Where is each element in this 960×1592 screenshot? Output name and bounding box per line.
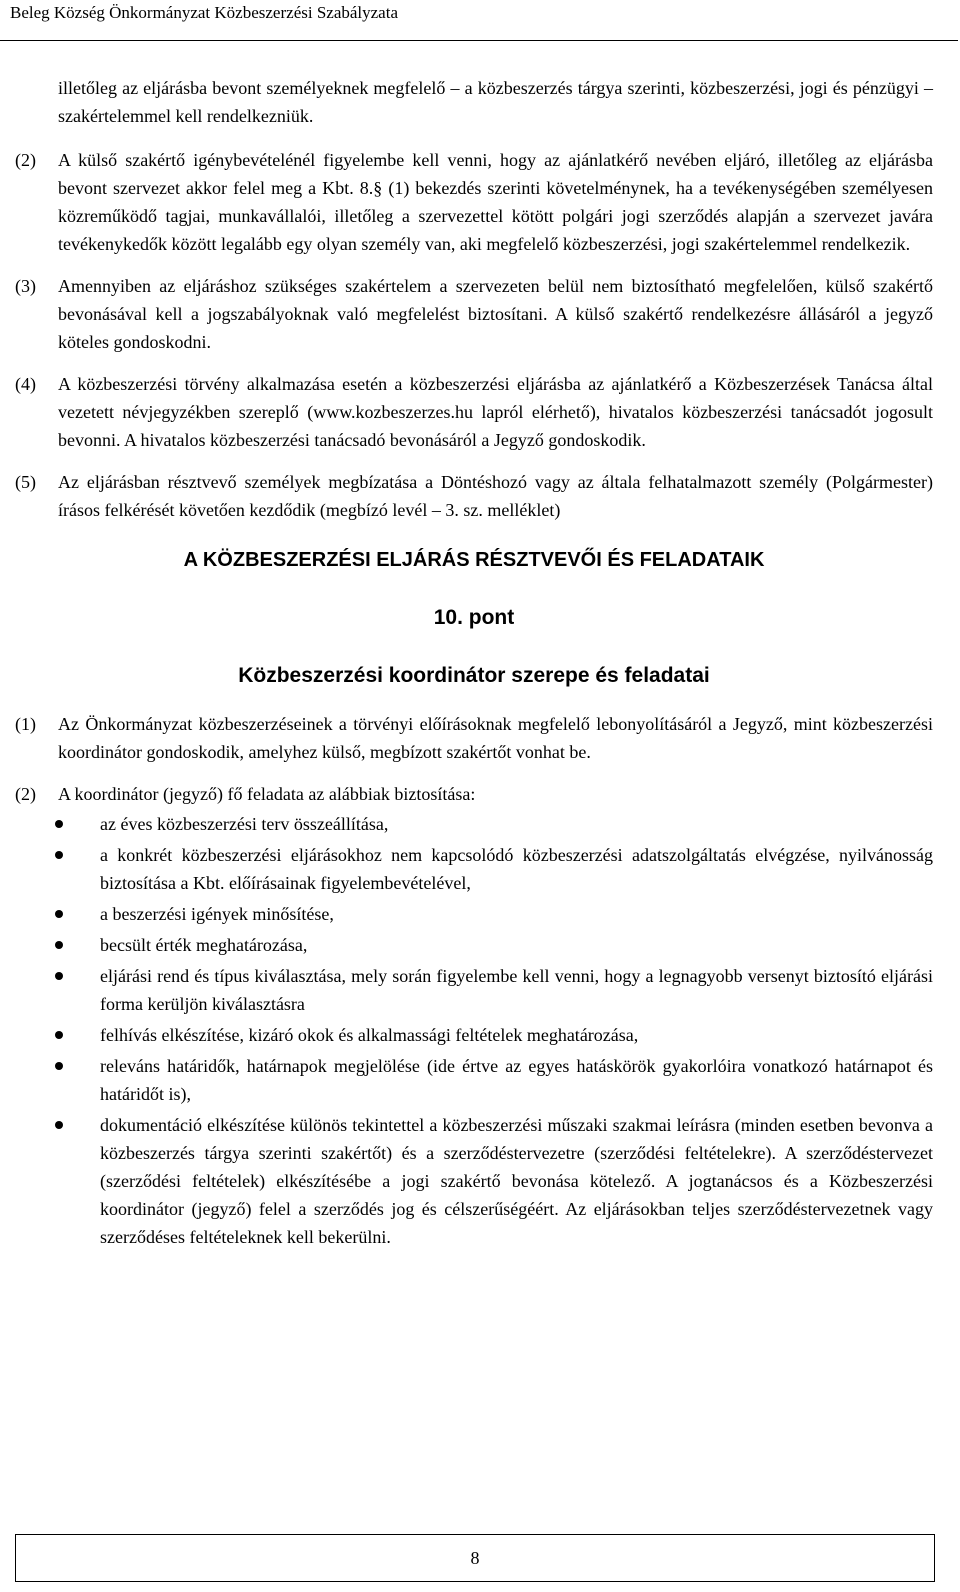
section-heading: Közbeszerzési koordinátor szerepe és feladatai <box>238 664 710 687</box>
paragraph-number: (2) <box>15 784 36 804</box>
list-item-text: becsült érték meghatározása, <box>100 935 308 955</box>
paragraph-text: A külső szakértő igénybevételénél figyelembe kell venni, hogy az ajánlatkérő nevében eljáró, illetőleg az eljárásba bevont szervezet akkor felel meg a Kbt. 8.§ (1) bekezdés szerinti követelménynek, ha a tevékenységében személyesen közreműködő tagjai, munkavállalói, illetőleg a szervezettel kötött polgári jogi szerződés alapján a szervezet javára tevékenykedők között legalább egy olyan személy van, aki megfelelő közbeszerzési, jogi szakértelemmel rendelkezik. <box>58 150 933 254</box>
document-body <box>15 74 933 1254</box>
list-item <box>100 962 933 1018</box>
list-item <box>100 1111 933 1251</box>
list-item <box>100 841 933 897</box>
list-item <box>100 900 933 928</box>
list-item <box>100 931 933 959</box>
document-title: Beleg Község Önkormányzat Közbeszerzési Szabályzata <box>10 3 398 22</box>
list-item <box>100 1052 933 1108</box>
paragraph-text: A közbeszerzési törvény alkalmazása esetén a közbeszerzési eljárásba az ajánlatkérő a Közbeszerzések Tanácsa által vezetett névjegyzékben szereplő (www.kozbeszerzes.hu lapról elérhető), hivatalos közbeszerzési tanácsadót jogosult bevonni. A hivatalos közbeszerzési tanácsadó bevonásáról a Jegyző gondoskodik. <box>58 374 933 450</box>
intro-continuation: illetőleg az eljárásba bevont személyeknek megfelelő – a közbeszerzés tárgya szerinti, közbeszerzési, jogi és pénzügyi – szakértelemmel kell rendelkezniük. <box>58 78 933 126</box>
section9-paragraph-4 <box>15 370 933 454</box>
paragraph-number: (2) <box>15 150 36 170</box>
list-item-text: a konkrét közbeszerzési eljárásokhoz nem kapcsolódó közbeszerzési adatszolgáltatás elvégzése, nyilvánosság biztosítása a Kbt. előírásainak figyelembevételével, <box>100 845 933 893</box>
coordinator-task-list <box>15 810 933 1251</box>
paragraph-text: Amennyiben az eljáráshoz szükséges szakértelem a szervezeten belül nem biztosítható megfelelően, külső szakértő bevonásával kell a jogszabályoknak való megfelelést biztosítani. A külső szakértő rendelkezésre állásáról a jegyző köteles gondoskodni. <box>58 276 933 352</box>
bullet-icon <box>55 851 63 859</box>
list-item-text: releváns határidők, határnapok megjelölése (ide értve az egyes hatáskörök gyakorlóira vonatkozó határnapot és határidőt is), <box>100 1056 933 1104</box>
paragraph-number: (1) <box>15 714 36 734</box>
page-footer <box>15 1534 935 1582</box>
bullet-icon <box>55 1062 63 1070</box>
paragraph-text: Az Önkormányzat közbeszerzéseinek a törvényi előírásoknak megfelelő lebonyolításáról a Jegyző, mint közbeszerzési koordinátor gondoskodik, amelyhez külső, megbízott szakértőt vonhat be. <box>58 714 933 762</box>
list-item-text: dokumentáció elkészítése különös tekintettel a közbeszerzési műszaki szakmai leírásra (minden esetben bevonva a közbeszerzés tárgya szerinti szakértőt) és a szerződéstervezetre (szerződési feltételekre). A szerződéstervezet (szerződési feltételek) elkészítésébe a jogi szakértő bevonása kötelező. A jogtanácsos és a Közbeszerzési koordinátor (jegyző) felel a szerződés jog és célszerűségéért. Az eljárásokban teljes szerződéstervezetnek vagy szerződéses feltételeknek kell bekerülni. <box>100 1115 933 1247</box>
list-item <box>100 810 933 838</box>
section9-paragraph-2 <box>15 146 933 258</box>
paragraph-text: A koordinátor (jegyző) fő feladata az alábbiak biztosítása: <box>58 784 476 804</box>
section10-paragraph-1 <box>15 710 933 766</box>
list-item-text: a beszerzési igények minősítése, <box>100 904 334 924</box>
paragraph-number: (5) <box>15 472 36 492</box>
section9-paragraph-3 <box>15 272 933 356</box>
bullet-icon <box>55 1121 63 1129</box>
page-number: 8 <box>470 1548 480 1568</box>
bullet-icon <box>55 941 63 949</box>
chapter-heading: A KÖZBESZERZÉSI ELJÁRÁS RÉSZTVEVŐI ÉS FELADATAIK <box>183 549 765 571</box>
bullet-icon <box>55 972 63 980</box>
bullet-icon <box>55 910 63 918</box>
section10-paragraph-2 <box>15 780 933 808</box>
list-item <box>100 1021 933 1049</box>
list-item-text: felhívás elkészítése, kizáró okok és alkalmassági feltételek meghatározása, <box>100 1025 639 1045</box>
bullet-icon <box>55 820 63 828</box>
paragraph-number: (4) <box>15 374 36 394</box>
list-item-text: eljárási rend és típus kiválasztása, mely során figyelembe kell venni, hogy a legnagyobb versenyt biztosító eljárási forma kerüljön kiválasztásra <box>100 966 933 1014</box>
section9-paragraph-5 <box>15 468 933 524</box>
paragraph-number: (3) <box>15 276 36 296</box>
point-heading: 10. pont <box>433 606 515 629</box>
bullet-icon <box>55 1031 63 1039</box>
page-header <box>0 0 958 41</box>
list-item-text: az éves közbeszerzési terv összeállítása, <box>100 814 389 834</box>
paragraph-text: Az eljárásban résztvevő személyek megbízatása a Döntéshozó vagy az általa felhatalmazott személy (Polgármester) írásos felkérését követően kezdődik (megbízó levél – 3. sz. melléklet) <box>58 472 933 520</box>
